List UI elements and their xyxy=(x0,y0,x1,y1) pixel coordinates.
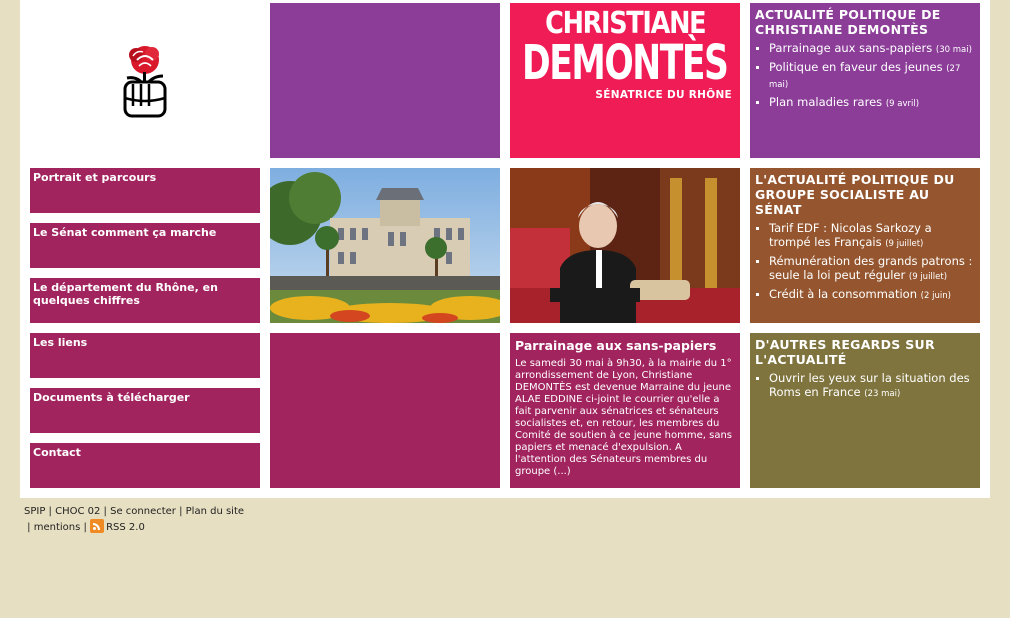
nav-item-departement[interactable]: Le département du Rhône, en quelques chiffres xyxy=(30,278,260,323)
nav-item-liens[interactable]: Les liens xyxy=(30,333,260,378)
news-date: (27 mai) xyxy=(769,64,961,90)
news-date: (2 juin) xyxy=(920,291,951,301)
decorative-magenta-block xyxy=(270,333,500,488)
footer-link-plan[interactable]: Plan du site xyxy=(185,506,245,517)
news-panel-groupe xyxy=(750,168,980,323)
rose-fist-icon xyxy=(115,42,175,120)
news-item[interactable]: Politique en faveur des jeunes (27 mai) xyxy=(755,60,976,92)
news-item[interactable]: Ouvrir les yeux sur la situation des Roms en France (23 mai) xyxy=(755,371,976,401)
news-item[interactable]: Rémunération des grands patrons : seule la loi peut réguler (9 juillet) xyxy=(755,254,976,284)
footer-link-login[interactable]: Se connecter xyxy=(110,506,176,517)
footer-link-spip[interactable]: SPIP xyxy=(24,506,46,517)
article-body: Le samedi 30 mai à 9h30, à la mairie du 1° arrondissement de Lyon, Christiane DEMONTÈS est devenue Marraine du jeune ALAE EDDINE ci-joint le courrier qu'elle a fait parvenir aux sénatrices et sénateurs socialistes et, en retour, les membres du Comité de soutien à ce jeune homme, sans papiers et menacé d'expulsion. A l'attention des Sénateurs membres du groupe (...) xyxy=(515,358,732,477)
senator-portrait-photo xyxy=(510,168,740,323)
news-panel-demontes xyxy=(750,3,980,158)
news-date: (23 mai) xyxy=(864,389,901,399)
news-panel-title: ACTUALITÉ POLITIQUE DE CHRISTIANE DEMONTÈS xyxy=(755,7,941,37)
footer-link-choc[interactable]: CHOC 02 xyxy=(55,506,101,517)
brand-line2: DEMONTÈS xyxy=(522,35,728,91)
nav-item-contact[interactable]: Contact xyxy=(30,443,260,488)
news-item[interactable]: Crédit à la consommation (2 juin) xyxy=(755,287,976,303)
brand-line3: SÉNATRICE DU RHÔNE xyxy=(595,89,732,101)
news-date: (9 avril) xyxy=(885,99,920,109)
news-date: (9 juillet) xyxy=(908,272,948,282)
ps-rose-logo[interactable] xyxy=(30,3,260,158)
footer-link-rss[interactable]: RSS 2.0 xyxy=(106,522,145,533)
nav-item-portrait[interactable]: Portrait et parcours xyxy=(30,168,260,213)
footer: SPIP | CHOC 02 | Se connecter | Plan du site | mentions | RSS 2.0 xyxy=(24,506,245,533)
page-frame xyxy=(20,0,990,498)
news-item[interactable]: Parrainage aux sans-papiers (30 mai) xyxy=(755,41,976,57)
news-item[interactable]: Tarif EDF : Nicolas Sarkozy a trompé les Français (9 juillet) xyxy=(755,221,976,251)
news-date: (9 juillet) xyxy=(885,239,924,249)
footer-link-mentions[interactable]: mentions xyxy=(33,522,81,533)
article-title[interactable]: Parrainage aux sans-papiers xyxy=(515,338,717,353)
senate-palace-photo xyxy=(270,168,500,323)
news-panel-title: L'ACTUALITÉ POLITIQUE DU GROUPE SOCIALISTE AU SÉNAT xyxy=(755,172,955,217)
rss-icon[interactable] xyxy=(90,519,104,533)
brand-line1: CHRISTIANE xyxy=(544,6,706,41)
nav-item-documents[interactable]: Documents à télécharger xyxy=(30,388,260,433)
decorative-purple-block xyxy=(270,3,500,158)
news-item[interactable]: Plan maladies rares (9 avril) xyxy=(755,95,976,111)
news-date: (30 mai) xyxy=(935,45,972,55)
news-panel-title: D'AUTRES REGARDS SUR L'ACTUALITÉ xyxy=(755,337,935,367)
news-panel-regards xyxy=(750,333,980,488)
article-teaser[interactable] xyxy=(510,333,740,488)
nav-item-senat[interactable]: Le Sénat comment ça marche xyxy=(30,223,260,268)
brand-banner[interactable] xyxy=(510,3,740,158)
